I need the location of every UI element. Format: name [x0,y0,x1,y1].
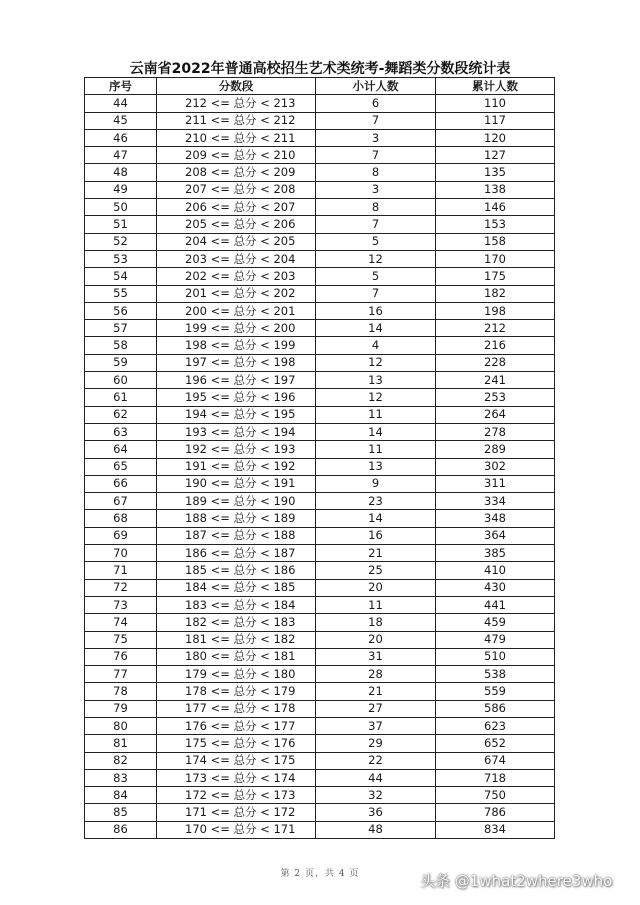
cell-score-range: 197 <= 总分 < 198 [157,354,316,371]
table-row [85,493,555,510]
cell-cumulative: 216 [436,337,555,354]
cell-subtotal: 28 [316,666,436,683]
cell-serial: 64 [85,441,157,458]
cell-cumulative: 441 [436,596,555,613]
cell-serial: 58 [85,337,157,354]
cell-serial: 55 [85,285,157,302]
cell-subtotal: 7 [316,112,436,129]
cell-cumulative: 153 [436,216,555,233]
cell-score-range: 171 <= 总分 < 172 [157,804,316,821]
cell-cumulative: 538 [436,666,555,683]
cell-serial: 78 [85,683,157,700]
cell-score-range: 192 <= 总分 < 193 [157,441,316,458]
cell-score-range: 208 <= 总分 < 209 [157,164,316,181]
cell-serial: 80 [85,717,157,734]
table-row [85,406,555,423]
cell-subtotal: 16 [316,302,436,319]
cell-subtotal: 4 [316,337,436,354]
cell-score-range: 188 <= 总分 < 189 [157,510,316,527]
cell-score-range: 187 <= 总分 < 188 [157,527,316,544]
cell-cumulative: 479 [436,631,555,648]
cell-score-range: 198 <= 总分 < 199 [157,337,316,354]
cell-subtotal: 14 [316,320,436,337]
table-row [85,95,555,112]
score-distribution-table [84,77,555,839]
cell-cumulative: 146 [436,199,555,216]
cell-cumulative: 786 [436,804,555,821]
cell-cumulative: 198 [436,302,555,319]
column-header-cumulative: 累计人数 [436,78,555,95]
cell-score-range: 186 <= 总分 < 187 [157,545,316,562]
cell-score-range: 178 <= 总分 < 179 [157,683,316,700]
cell-subtotal: 5 [316,268,436,285]
cell-cumulative: 158 [436,233,555,250]
cell-cumulative: 750 [436,787,555,804]
cell-subtotal: 5 [316,233,436,250]
table-row [85,441,555,458]
cell-score-range: 201 <= 总分 < 202 [157,285,316,302]
cell-subtotal: 22 [316,752,436,769]
cell-subtotal: 20 [316,579,436,596]
table-row [85,268,555,285]
cell-score-range: 172 <= 总分 < 173 [157,787,316,804]
table-row [85,389,555,406]
table-row [85,372,555,389]
cell-serial: 48 [85,164,157,181]
table-row [85,337,555,354]
table-row [85,302,555,319]
cell-serial: 50 [85,199,157,216]
cell-serial: 54 [85,268,157,285]
cell-serial: 72 [85,579,157,596]
table-row [85,787,555,804]
table-row [85,666,555,683]
watermark: 头条 @1what2where3who [420,872,613,890]
table-row [85,562,555,579]
cell-cumulative: 834 [436,821,555,838]
cell-score-range: 204 <= 总分 < 205 [157,233,316,250]
cell-serial: 60 [85,372,157,389]
cell-score-range: 183 <= 总分 < 184 [157,596,316,613]
cell-cumulative: 182 [436,285,555,302]
table-row [85,683,555,700]
cell-cumulative: 138 [436,181,555,198]
cell-subtotal: 6 [316,95,436,112]
cell-subtotal: 21 [316,683,436,700]
table-body [85,95,555,839]
cell-score-range: 195 <= 总分 < 196 [157,389,316,406]
cell-cumulative: 228 [436,354,555,371]
cell-score-range: 189 <= 总分 < 190 [157,493,316,510]
cell-serial: 53 [85,250,157,267]
cell-score-range: 185 <= 总分 < 186 [157,562,316,579]
cell-score-range: 170 <= 总分 < 171 [157,821,316,838]
table-header-row [85,78,555,95]
cell-score-range: 212 <= 总分 < 213 [157,95,316,112]
cell-subtotal: 3 [316,129,436,146]
cell-cumulative: 117 [436,112,555,129]
cell-serial: 47 [85,147,157,164]
cell-cumulative: 348 [436,510,555,527]
cell-serial: 84 [85,787,157,804]
cell-cumulative: 110 [436,95,555,112]
cell-serial: 73 [85,596,157,613]
cell-score-range: 200 <= 总分 < 201 [157,302,316,319]
cell-serial: 52 [85,233,157,250]
cell-subtotal: 16 [316,527,436,544]
cell-subtotal: 11 [316,596,436,613]
cell-cumulative: 410 [436,562,555,579]
cell-subtotal: 37 [316,717,436,734]
table-header [85,78,555,95]
cell-subtotal: 12 [316,250,436,267]
cell-score-range: 207 <= 总分 < 208 [157,181,316,198]
cell-subtotal: 7 [316,216,436,233]
cell-score-range: 176 <= 总分 < 177 [157,717,316,734]
cell-score-range: 202 <= 总分 < 203 [157,268,316,285]
cell-cumulative: 559 [436,683,555,700]
table-row [85,129,555,146]
table-row [85,510,555,527]
cell-cumulative: 364 [436,527,555,544]
cell-cumulative: 459 [436,614,555,631]
table-row [85,458,555,475]
cell-subtotal: 27 [316,700,436,717]
cell-serial: 59 [85,354,157,371]
table-row [85,527,555,544]
cell-subtotal: 3 [316,181,436,198]
cell-cumulative: 302 [436,458,555,475]
cell-serial: 65 [85,458,157,475]
table-row [85,250,555,267]
cell-subtotal: 8 [316,199,436,216]
cell-subtotal: 18 [316,614,436,631]
cell-cumulative: 135 [436,164,555,181]
cell-subtotal: 14 [316,510,436,527]
page-number-footer: 第 2 页，共 4 页 [280,869,360,879]
cell-serial: 82 [85,752,157,769]
cell-score-range: 174 <= 总分 < 175 [157,752,316,769]
cell-score-range: 182 <= 总分 < 183 [157,614,316,631]
cell-cumulative: 170 [436,250,555,267]
cell-serial: 46 [85,129,157,146]
cell-score-range: 184 <= 总分 < 185 [157,579,316,596]
table-row [85,614,555,631]
table-row [85,181,555,198]
cell-score-range: 181 <= 总分 < 182 [157,631,316,648]
cell-subtotal: 32 [316,787,436,804]
cell-subtotal: 25 [316,562,436,579]
cell-subtotal: 12 [316,389,436,406]
table-row [85,233,555,250]
cell-cumulative: 311 [436,475,555,492]
table-row [85,700,555,717]
table-row [85,821,555,838]
cell-cumulative: 718 [436,769,555,786]
cell-score-range: 194 <= 总分 < 195 [157,406,316,423]
cell-score-range: 199 <= 总分 < 200 [157,320,316,337]
cell-score-range: 180 <= 总分 < 181 [157,648,316,665]
table-row [85,112,555,129]
cell-serial: 81 [85,735,157,752]
cell-serial: 67 [85,493,157,510]
cell-serial: 57 [85,320,157,337]
cell-serial: 86 [85,821,157,838]
cell-subtotal: 11 [316,406,436,423]
table-row [85,354,555,371]
cell-serial: 45 [85,112,157,129]
table-row [85,216,555,233]
column-header-score-range: 分数段 [157,78,316,95]
cell-cumulative: 241 [436,372,555,389]
cell-serial: 44 [85,95,157,112]
cell-cumulative: 385 [436,545,555,562]
cell-cumulative: 510 [436,648,555,665]
cell-serial: 83 [85,769,157,786]
cell-cumulative: 652 [436,735,555,752]
cell-serial: 49 [85,181,157,198]
cell-score-range: 206 <= 总分 < 207 [157,199,316,216]
table-row [85,804,555,821]
cell-cumulative: 120 [436,129,555,146]
cell-cumulative: 623 [436,717,555,734]
cell-serial: 85 [85,804,157,821]
cell-subtotal: 13 [316,458,436,475]
table-row [85,475,555,492]
cell-subtotal: 11 [316,441,436,458]
cell-subtotal: 7 [316,147,436,164]
cell-serial: 63 [85,423,157,440]
cell-subtotal: 8 [316,164,436,181]
cell-serial: 56 [85,302,157,319]
cell-score-range: 210 <= 总分 < 211 [157,129,316,146]
cell-cumulative: 212 [436,320,555,337]
table-row [85,147,555,164]
cell-score-range: 173 <= 总分 < 174 [157,769,316,786]
cell-cumulative: 674 [436,752,555,769]
column-header-subtotal: 小计人数 [316,78,436,95]
table-row [85,199,555,216]
table-row [85,320,555,337]
cell-serial: 61 [85,389,157,406]
cell-cumulative: 430 [436,579,555,596]
cell-score-range: 196 <= 总分 < 197 [157,372,316,389]
cell-serial: 71 [85,562,157,579]
table-row [85,579,555,596]
table-row [85,285,555,302]
cell-subtotal: 31 [316,648,436,665]
cell-subtotal: 44 [316,769,436,786]
cell-cumulative: 586 [436,700,555,717]
table-row [85,769,555,786]
cell-cumulative: 334 [436,493,555,510]
column-header-serial: 序号 [85,78,157,95]
cell-score-range: 211 <= 总分 < 212 [157,112,316,129]
cell-serial: 70 [85,545,157,562]
cell-subtotal: 21 [316,545,436,562]
cell-score-range: 205 <= 总分 < 206 [157,216,316,233]
cell-subtotal: 13 [316,372,436,389]
cell-serial: 69 [85,527,157,544]
cell-score-range: 175 <= 总分 < 176 [157,735,316,752]
cell-serial: 62 [85,406,157,423]
table-row [85,717,555,734]
table-row [85,423,555,440]
table-row [85,164,555,181]
cell-subtotal: 29 [316,735,436,752]
cell-subtotal: 36 [316,804,436,821]
cell-cumulative: 253 [436,389,555,406]
table-row [85,545,555,562]
cell-score-range: 179 <= 总分 < 180 [157,666,316,683]
cell-cumulative: 264 [436,406,555,423]
cell-serial: 77 [85,666,157,683]
cell-serial: 66 [85,475,157,492]
cell-cumulative: 175 [436,268,555,285]
cell-subtotal: 20 [316,631,436,648]
table-row [85,752,555,769]
page-title: 云南省2022年普通高校招生艺术类统考-舞蹈类分数段统计表 [129,61,511,77]
cell-subtotal: 14 [316,423,436,440]
cell-score-range: 193 <= 总分 < 194 [157,423,316,440]
cell-serial: 68 [85,510,157,527]
cell-score-range: 177 <= 总分 < 178 [157,700,316,717]
cell-subtotal: 48 [316,821,436,838]
cell-subtotal: 23 [316,493,436,510]
table-row [85,596,555,613]
cell-score-range: 203 <= 总分 < 204 [157,250,316,267]
cell-subtotal: 9 [316,475,436,492]
cell-serial: 75 [85,631,157,648]
table-row [85,735,555,752]
cell-score-range: 190 <= 总分 < 191 [157,475,316,492]
cell-cumulative: 289 [436,441,555,458]
cell-subtotal: 7 [316,285,436,302]
cell-serial: 76 [85,648,157,665]
cell-score-range: 209 <= 总分 < 210 [157,147,316,164]
cell-cumulative: 127 [436,147,555,164]
cell-cumulative: 278 [436,423,555,440]
cell-serial: 79 [85,700,157,717]
table-row [85,648,555,665]
cell-subtotal: 12 [316,354,436,371]
cell-serial: 51 [85,216,157,233]
cell-serial: 74 [85,614,157,631]
cell-score-range: 191 <= 总分 < 192 [157,458,316,475]
table-row [85,631,555,648]
